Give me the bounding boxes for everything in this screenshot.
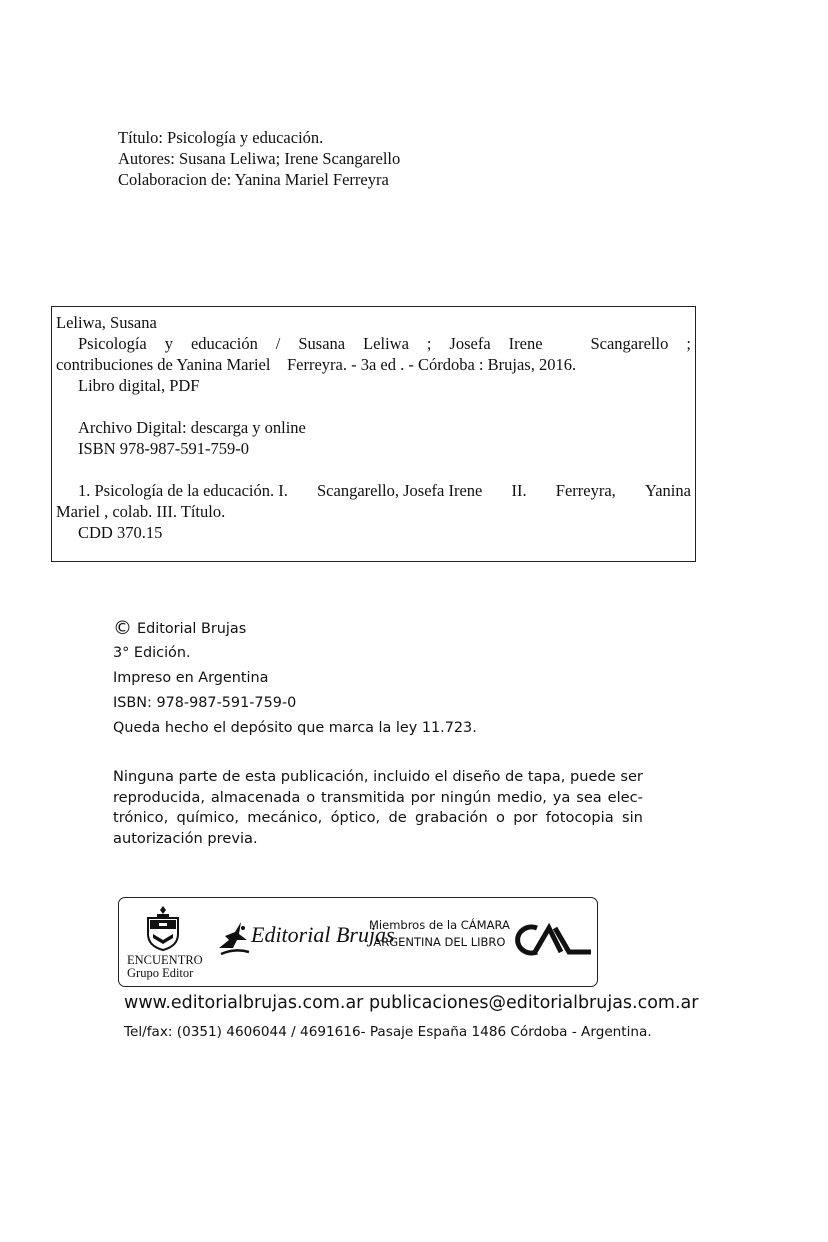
notice-line <box>113 808 643 829</box>
notice-word: mecánico, <box>247 809 323 826</box>
notice-word: o <box>306 788 316 806</box>
publisher-name: Editorial Brujas <box>137 621 247 637</box>
notice-word: trónico, <box>113 809 169 826</box>
catalog-word: Psicología <box>78 334 147 353</box>
contact-web <box>124 993 698 1013</box>
notice-word: transmitida <box>321 788 405 806</box>
notice-word: publicación, <box>280 768 369 785</box>
printed-line: Impreso en Argentina <box>113 670 269 686</box>
catalog-word: educación <box>190 334 258 353</box>
contact-tel: Tel/fax: (0351) 4606044 / 4691616- Pasaje España 1486 Córdoba - Argentina. <box>124 1024 652 1040</box>
notice-word: de <box>222 768 241 785</box>
catalog-subject: Yanina <box>644 481 691 500</box>
witch-icon <box>215 918 255 958</box>
notice-word: reproducida, <box>113 788 205 806</box>
catalog-subject: Scangarello, Josefa Irene <box>317 481 483 500</box>
catalog-word: Susana <box>298 334 346 353</box>
catalog-word: y <box>164 334 173 353</box>
collaboration-line: Colaboracion de: Yanina Mariel Ferreyra <box>118 170 389 189</box>
notice-word: químico, <box>176 809 239 826</box>
catalog-subjects-cont: Mariel , colab. III. Título. <box>56 502 226 521</box>
catalog-isbn: ISBN 978-987-591-759-0 <box>78 439 249 458</box>
title-block <box>118 127 400 190</box>
catalog-subject: Ferreyra, <box>555 481 616 500</box>
catalog-word: Scangarello <box>590 334 669 353</box>
deposit-line: Queda hecho el depósito que marca la ley 11.723. <box>113 720 477 736</box>
notice-word: incluido <box>373 768 431 785</box>
notice-word: sin <box>621 809 643 826</box>
cal-logo-icon <box>515 922 593 958</box>
catalog-title-line <box>56 333 691 354</box>
notice-line: autorización previa. <box>113 829 258 847</box>
catalog-word: Leliwa <box>363 334 409 353</box>
catalog-word: ; <box>426 334 432 353</box>
catalog-cdd: CDD 370.15 <box>78 523 163 542</box>
camara-text <box>369 917 510 951</box>
catalog-archive: Archivo Digital: descarga y online <box>78 418 306 437</box>
notice-word: diseño <box>452 768 501 785</box>
notice-word: esta <box>244 768 277 785</box>
notice-line <box>113 767 643 788</box>
notice-word: parte <box>178 768 218 785</box>
catalog-word: ; <box>686 334 691 353</box>
website-link[interactable]: www.editorialbrujas.com.ar <box>124 993 364 1013</box>
notice-word: puede <box>570 768 616 785</box>
catalog-word: Josefa <box>449 334 491 353</box>
title-line: Título: Psicología y educación. <box>118 128 324 147</box>
copyright-icon: © <box>113 617 132 639</box>
catalog-subjects-line <box>56 480 691 501</box>
encuentro-line: ENCUENTRO <box>127 953 203 967</box>
catalog-subject: 1. Psicología de la educación. I. <box>78 481 288 500</box>
catalog-format: Libro digital, PDF <box>78 376 200 395</box>
notice-word: medio, <box>496 788 547 806</box>
notice-word: el <box>434 768 448 785</box>
notice-word: por <box>513 809 538 826</box>
authors-line: Autores: Susana Leliwa; Irene Scangarello <box>118 149 401 168</box>
catalog-subject: II. <box>511 481 527 500</box>
cataloging-record <box>51 306 696 562</box>
notice-word: óptico, <box>330 809 381 826</box>
publisher-logos <box>118 897 598 987</box>
notice-word: almacenada <box>210 788 301 806</box>
encuentro-line: Grupo Editor <box>127 965 194 980</box>
notice-line <box>113 788 643 809</box>
encuentro-text <box>127 954 203 979</box>
notice-word: por <box>410 788 435 806</box>
copyright-notice <box>113 767 643 849</box>
brujas-logo-text: Editorial Brujas <box>251 922 395 947</box>
notice-word: tapa, <box>527 768 566 785</box>
camara-line: ARGENTINA DEL LIBRO <box>373 935 506 949</box>
notice-word: de <box>388 809 407 826</box>
notice-word: sea <box>576 788 602 806</box>
email-link[interactable]: publicaciones@editorialbrujas.com.ar <box>368 993 699 1013</box>
rights-block <box>113 616 477 741</box>
encuentro-emblem-icon <box>145 904 181 952</box>
notice-word: fotocopia <box>545 809 614 826</box>
notice-word: o <box>496 809 505 826</box>
camara-line: Miembros de la CÁMARA <box>369 918 510 932</box>
edition-line: 3° Edición. <box>113 645 191 661</box>
catalog-word: / <box>275 334 281 353</box>
catalog-word: Irene <box>508 334 543 353</box>
isbn-line: ISBN: 978-987-591-759-0 <box>113 695 297 711</box>
notice-word: ya <box>552 788 571 806</box>
notice-word: de <box>505 768 524 785</box>
notice-word: elec- <box>607 788 643 806</box>
catalog-contributions: contribuciones de Yanina Mariel Ferreyra. - 3a ed . - Córdoba : Brujas, 2016. <box>56 355 577 374</box>
notice-word: Ninguna <box>113 768 174 785</box>
notice-word: ser <box>620 768 643 785</box>
copyright-line <box>113 616 477 641</box>
notice-word: ningún <box>440 788 491 806</box>
catalog-author: Leliwa, Susana <box>56 313 157 332</box>
notice-word: grabación <box>415 809 488 826</box>
